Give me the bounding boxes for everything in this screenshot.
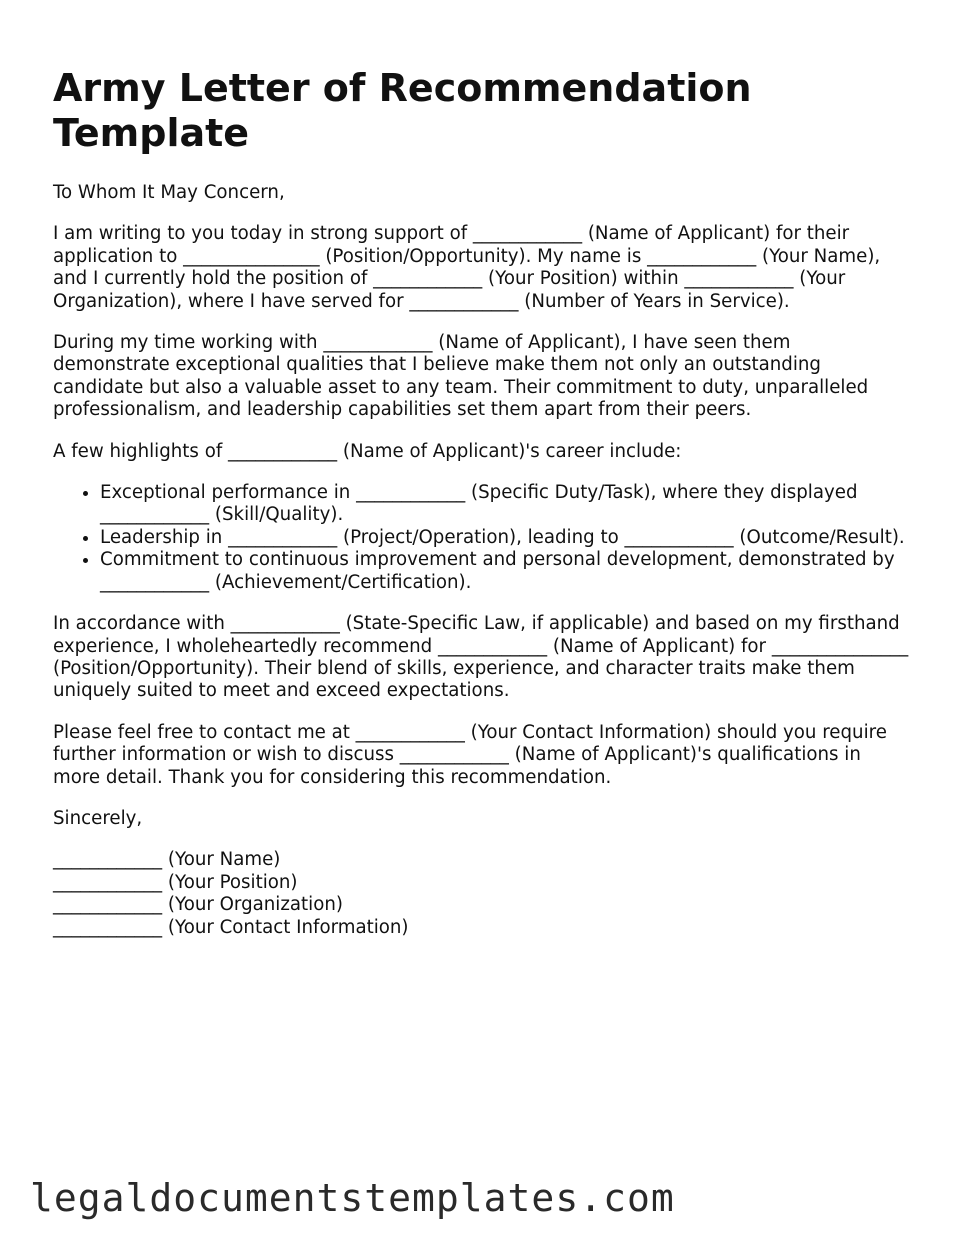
recommendation-paragraph: In accordance with ____________ (State-Specific Law, if applicable) and based on my firsthand experience, I wholeheartedly recommend ____________ (Name of Applicant) for _______________ (Position/Opportunity). Their blend of skills, experience, and character traits make them uniquely suited to meet and exceed expectations.	[53, 613, 909, 702]
highlights-intro: A few highlights of ____________ (Name of Applicant)'s career include:	[53, 440, 682, 462]
intro-paragraph: I am writing to you today in strong support of ____________ (Name of Applicant) for their application to _______________ (Position/Opportunity). My name is ____________ (Your Name), and I currently hold the position of ____________ (Your Position) within ____________ (Your Organization), where I have served for ____________ (Number of Years in Service).	[53, 223, 881, 312]
list-item: • Exceptional performance in ____________ (Specific Duty/Task), where they displayed ____________ (Skill/Quality).	[100, 482, 909, 527]
signature-position-line: ____________ (Your Position)	[53, 871, 298, 893]
highlights-list	[53, 482, 909, 594]
footer-watermark: legaldocumentstemplates.com	[30, 1176, 675, 1220]
salutation: To Whom It May Concern,	[53, 182, 285, 203]
list-item: • Commitment to continuous improvement and personal development, demonstrated by ____________ (Achievement/Certification).	[100, 549, 909, 594]
list-item: • Leadership in ____________ (Project/Operation), leading to ____________ (Outcome/Result).	[100, 527, 909, 549]
letter-document	[53, 66, 909, 939]
document-title: Army Letter of Recommendation Template	[53, 66, 752, 155]
signature-block	[53, 849, 909, 939]
signature-organization-line: ____________ (Your Organization)	[53, 894, 343, 916]
contact-paragraph: Please feel free to contact me at ____________ (Your Contact Information) should you require further information or wish to discuss ____________ (Name of Applicant)'s qualifications in more detail. Thank you for considering this recommendation.	[53, 721, 887, 788]
qualities-paragraph: During my time working with ____________ (Name of Applicant), I have seen them demonstrate exceptional qualities that I believe make them not only an outstanding candidate but also a valuable asset to any team. Their commitment to duty, unparalleled professionalism, and leadership capabilities set them apart from their peers.	[53, 332, 869, 421]
signature-name-line: ____________ (Your Name)	[53, 849, 281, 871]
signature-contact-line: ____________ (Your Contact Information)	[53, 916, 409, 938]
signoff: Sincerely,	[53, 807, 143, 829]
